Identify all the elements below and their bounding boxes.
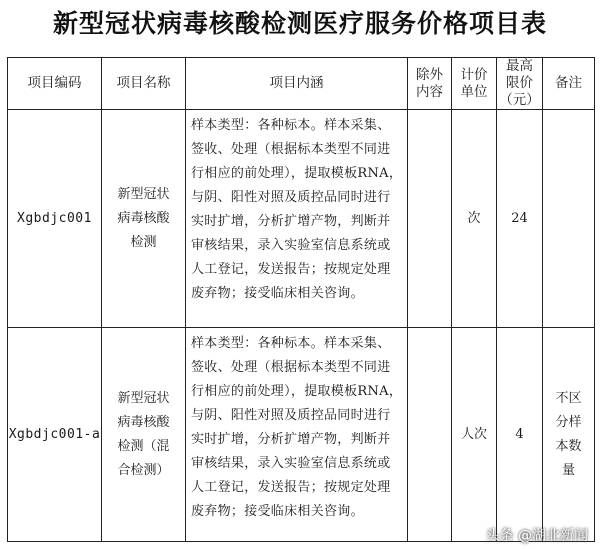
header-row <box>8 58 595 110</box>
item-excluded <box>408 110 452 328</box>
item-excluded <box>408 328 452 542</box>
page-title: 新型冠状病毒核酸检测医疗服务价格项目表 <box>52 9 547 38</box>
header-excluded: 除外 内容 <box>408 58 452 110</box>
header-max-price: 最高 限价 （元） <box>497 58 543 110</box>
item-max-price: 4 <box>497 328 543 542</box>
header-name: 项目名称 <box>102 58 186 110</box>
header-content: 项目内涵 <box>186 58 408 110</box>
watermark: 头条 @湖北新闻 <box>485 528 588 544</box>
item-unit: 人次 <box>452 328 497 542</box>
item-code: Xgbdjc001 <box>8 110 102 328</box>
price-table <box>7 57 595 542</box>
item-name: 新型冠状病毒核酸检测 <box>117 186 170 250</box>
item-max-price: 24 <box>497 110 543 328</box>
header-code: 项目编码 <box>8 58 102 110</box>
item-code: Xgbdjc001-a <box>8 328 102 542</box>
item-name: 新型冠状病毒核酸检测（混合检测） <box>117 390 170 478</box>
table-row <box>8 328 595 542</box>
item-remark: 不区分样本数量 <box>555 390 582 478</box>
header-unit: 计价 单位 <box>452 58 497 110</box>
table-row <box>8 110 595 328</box>
item-content: 样本类型：各种标本。样本采集、签收、处理（根据标本类型不同进行相应的前处理），提取模板RNA，与阴、阳性对照及质控品同时进行实时扩增，分析扩增产物，判断并审核结果，录入实验室信息系统或人工登记，发送报告；按规定处理废弃物；接受临床相关咨询。 <box>186 328 408 542</box>
item-content: 样本类型：各种标本。样本采集、签收、处理（根据标本类型不同进行相应的前处理），提取模板RNA，与阴、阳性对照及质控品同时进行实时扩增，分析扩增产物，判断并审核结果，录入实验室信息系统或人工登记，发送报告；按规定处理废弃物；接受临床相关咨询。 <box>186 110 408 328</box>
item-unit: 次 <box>452 110 497 328</box>
item-remark <box>543 110 595 328</box>
header-remark: 备注 <box>543 58 595 110</box>
